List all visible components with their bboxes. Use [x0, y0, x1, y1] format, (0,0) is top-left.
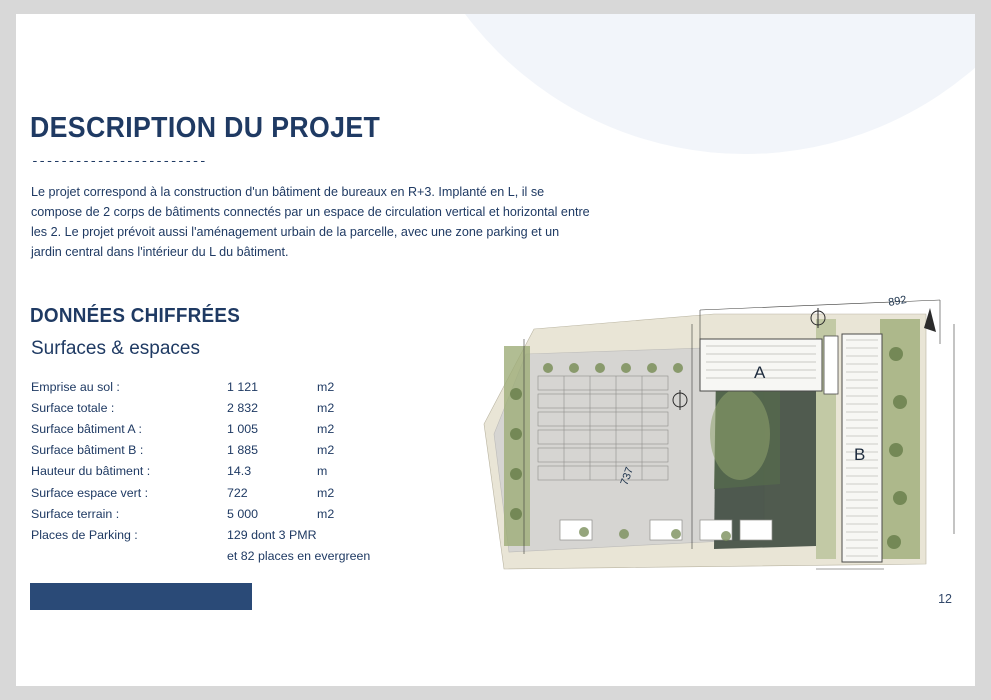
figure-label: Surface totale : — [31, 400, 115, 415]
figure-value: 2 832 — [227, 400, 259, 415]
slide — [16, 14, 975, 686]
section-title-donnees-chiffrees: DONNÉES CHIFFRÉES — [30, 304, 241, 327]
figure-value: 5 000 — [227, 506, 259, 521]
building-a-annex — [824, 336, 838, 394]
table-row — [31, 461, 377, 482]
figure-label: Places de Parking : — [31, 527, 138, 542]
building-a-label: A — [754, 363, 766, 382]
garden-soft-shape — [710, 388, 770, 480]
page-number: 12 — [938, 592, 952, 606]
site-plan-svg — [464, 284, 974, 584]
figure-value: 14.3 — [227, 464, 252, 479]
table-row — [31, 503, 377, 524]
figure-label: Surface bâtiment B : — [31, 443, 144, 458]
dimension-label-737: 737 — [618, 465, 637, 488]
figure-value: 1 005 — [227, 421, 259, 436]
figure-unit: m2 — [317, 400, 335, 415]
section-subtitle-surfaces-espaces: Surfaces & espaces — [31, 338, 200, 359]
figure-value: 722 — [227, 485, 248, 500]
figure-label: Surface bâtiment A : — [31, 421, 142, 436]
dimension-label-892: 892 — [887, 293, 908, 309]
figure-label: Hauteur du bâtiment : — [31, 464, 151, 479]
figure-value: 129 dont 3 PMR — [227, 527, 317, 542]
figure-unit: m — [317, 464, 328, 479]
figures-table — [31, 376, 377, 567]
table-row — [31, 418, 377, 439]
table-row — [31, 376, 377, 397]
parking-bottom-row — [560, 520, 772, 540]
table-row — [31, 397, 377, 418]
figure-label: Surface espace vert : — [31, 485, 149, 500]
figure-unit: m2 — [317, 443, 335, 458]
table-row — [31, 482, 377, 503]
site-plan-image — [464, 284, 974, 584]
figure-label: Emprise au sol : — [31, 379, 120, 394]
page-title: DESCRIPTION DU PROJET — [30, 112, 381, 144]
figure-value: 1 121 — [227, 379, 259, 394]
figure-value: et 82 places en evergreen — [227, 549, 371, 564]
figure-label — [31, 546, 227, 567]
title-underline-dashes: ------------------------ — [31, 154, 207, 169]
project-description-paragraph: Le projet correspond à la construction d'un bâtiment de bureaux en R+3. Implanté en L, il se compose de 2 corps de bâtiments connectés par un espace de circulation vertical et horizontal entre les 2. Le projet prévoit aussi l'aménagement urbain de la parcelle, avec une zone parking et un jardin central dans l'intérieur du L du bâtiment. — [31, 185, 590, 259]
decorative-arc — [395, 14, 975, 154]
figure-label: Surface terrain : — [31, 506, 120, 521]
figure-unit: m2 — [317, 421, 335, 436]
building-b-label: B — [854, 445, 866, 464]
figure-unit: m2 — [317, 379, 335, 394]
figure-unit: m2 — [317, 506, 335, 521]
table-row — [31, 546, 377, 567]
table-row — [31, 440, 377, 461]
figure-value: 1 885 — [227, 443, 259, 458]
footer-accent-bar — [30, 583, 252, 610]
figure-unit: m2 — [317, 485, 335, 500]
table-row — [31, 524, 377, 545]
